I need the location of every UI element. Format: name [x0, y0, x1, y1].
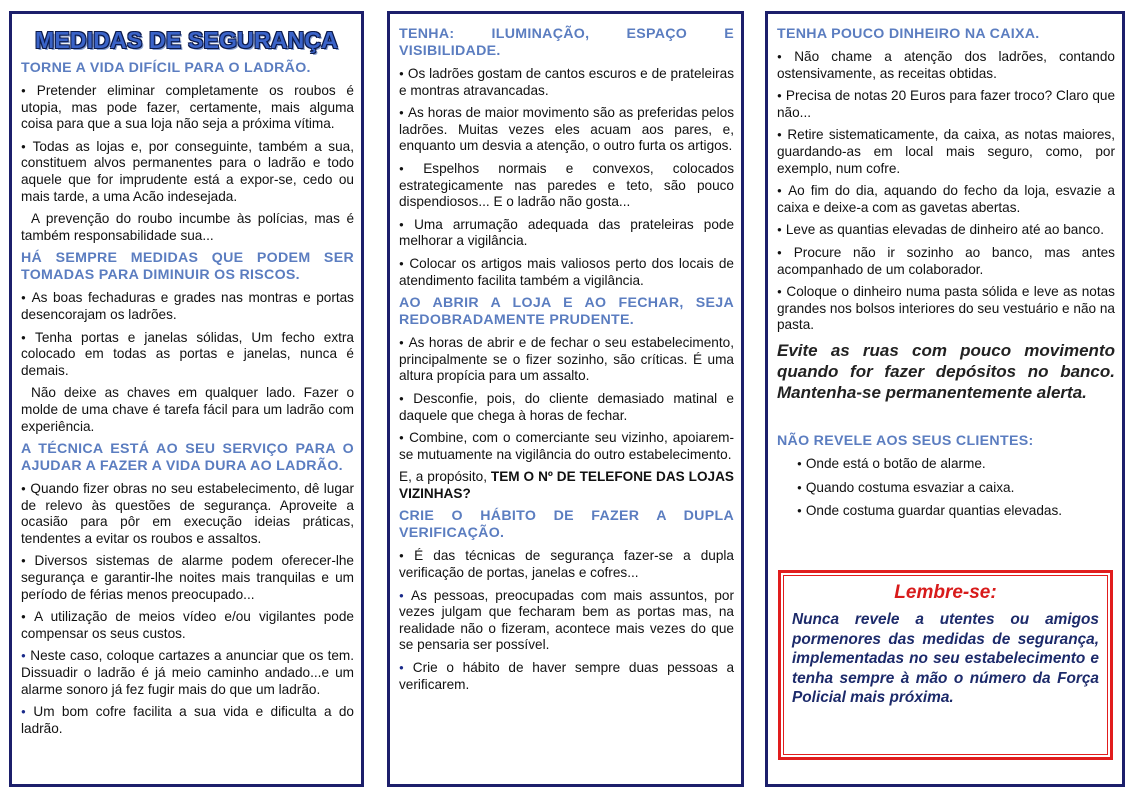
bullet-paragraph: ● Desconfie, pois, do cliente demasiado matinal e daquele que chega à horas de fechar. [399, 391, 734, 424]
bullet-paragraph: ● Pretender eliminar completamente os roubos é utopia, mas pode fazer, certamente, mais alguma coisa para que a sua loja não seja a próxima vítima. [21, 83, 354, 133]
paragraph [399, 469, 734, 502]
remember-text: Nunca revele a utentes ou amigos pormenores das medidas de segurança, implementadas no seu estabelecimento e tenha sempre à mão o número da Força Policial mais próxima. [792, 611, 1099, 707]
section-heading: NÃO REVELE AOS SEUS CLIENTES: [777, 432, 1034, 449]
bullet-paragraph: ● Leve as quantias elevadas de dinheiro até ao banco. [777, 222, 1115, 239]
bullet-paragraph: ● As boas fechaduras e grades nas montras e portas desencorajam os ladrões. [21, 290, 354, 323]
paragraph: A prevenção do roubo incumbe às polícias, mas é também responsabilidade sua... [21, 211, 354, 243]
bullet-paragraph: ● Crie o hábito de haver sempre duas pessoas a verificarem. [399, 660, 734, 693]
remember-box-inner [783, 575, 1108, 755]
bullet-paragraph: ● Os ladrões gostam de cantos escuros e de prateleiras e montras atravancadas. [399, 66, 734, 99]
bullet-paragraph: ● Todas as lojas e, por conseguinte, também a sua, constituem alvos permanentes para o ladrão e todo aquele que for imprudente está a expor-se, cedo ou mais tarde, a uma Acão indesejada. [21, 139, 354, 205]
bullet-paragraph: ● As horas de abrir e de fechar o seu estabelecimento, principalmente se o fizer sozinho, são críticas. É uma altura propícia para um assalto. [399, 335, 734, 385]
bullet-paragraph: ● Diversos sistemas de alarme podem oferecer-lhe segurança e garantir-lhe noites mais tranquilas e um período de férias menos preocupado... [21, 553, 354, 603]
bullet-paragraph: ● Um bom cofre facilita a sua vida e dificulta a do ladrão. [21, 704, 354, 737]
section-heading: TENHA POUCO DINHEIRO NA CAIXA. [777, 26, 1040, 42]
bullet-paragraph: ● Combine, com o comerciante seu vizinho, apoiarem-se mutuamente na vigilância do outro estabelecimento. [399, 430, 734, 463]
section-heading: TORNE A VIDA DIFÍCIL PARA O LADRÃO. [21, 60, 311, 76]
phone-question-bold: TEM O Nº DE TELEFONE DAS LOJAS VIZINHAS? [399, 469, 734, 501]
bullet-paragraph: ● Coloque o dinheiro numa pasta sólida e leve as notas grandes nos bolsos interiores do seu vestuário e não na pasta. [777, 284, 1115, 334]
list-item: ● Quando costuma esvaziar a caixa. [777, 480, 1115, 497]
bullet-paragraph: ● As horas de maior movimento são as preferidas pelos ladrões. Muitas vezes eles acuam aos pares, e, enquanto um desvia a atenção, o outro furta os artigos. [399, 105, 734, 155]
section-heading: AO ABRIR A LOJA E AO FECHAR, SEJA REDOBRADAMENTE PRUDENTE. [399, 295, 734, 329]
dont-reveal-list [777, 456, 1115, 520]
banner-title: MEDIDAS DE SEGURANÇA [35, 27, 339, 53]
bullet-paragraph: ● Espelhos normais e convexos, colocados estrategicamente nas paredes e teto, são pouco dispendiosos... E o ladrão não gosta... [399, 161, 734, 211]
panel-middle [387, 11, 744, 787]
bullet-paragraph: ● Ao fim do dia, aquando do fecho da loja, esvazie a caixa e deixe-a com as gavetas abertas. [777, 183, 1115, 216]
panel-left [9, 11, 364, 787]
list-item: ● Onde está o botão de alarme. [777, 456, 1115, 473]
section-heading: CRIE O HÁBITO DE FAZER A DUPLA VERIFICAÇÃO. [399, 508, 734, 542]
list-item: ● Onde costuma guardar quantias elevadas. [777, 503, 1115, 520]
remember-box [778, 570, 1113, 760]
panel-right [765, 11, 1125, 787]
emphasis-warning: Evite as ruas com pouco movimento quando for fazer depósitos no banco. Mantenha-se permanentemente alerta. [777, 340, 1115, 402]
phone-question-prefix: E, a propósito, [399, 469, 491, 485]
bullet-paragraph: ● A utilização de meios vídeo e/ou vigilantes pode compensar os seus custos. [21, 609, 354, 642]
section-heading: HÁ SEMPRE MEDIDAS QUE PODEM SER TOMADAS PARA DIMINUIR OS RISCOS. [21, 250, 354, 284]
bullet-paragraph: ● Procure não ir sozinho ao banco, mas antes acompanhado de um colaborador. [777, 245, 1115, 278]
bullet-paragraph: ● Retire sistematicamente, da caixa, as notas maiores, guardando-as em local mais seguro, como, por exemplo, num cofre. [777, 127, 1115, 177]
bullet-paragraph: ● As pessoas, preocupadas com mais assuntos, por vezes julgam que fecharam bem as portas mas, na realidade não o fizeram, acontece mais vezes do que se pensaria ser possível. [399, 588, 734, 654]
paragraph: Não deixe as chaves em qualquer lado. Fazer o molde de uma chave é tarefa fácil para um ladrão com experiência. [21, 385, 354, 434]
section-heading: A TÉCNICA ESTÁ AO SEU SERVIÇO PARA O AJUDAR A FAZER A VIDA DURA AO LADRÃO. [21, 441, 354, 475]
bullet-paragraph: ● Quando fizer obras no seu estabelecimento, dê lugar de relevo às questões de segurança. Aproveite a ocasião para pôr em execução ideias práticas, tendentes a evitar os roubos e assaltos. [21, 481, 354, 547]
bullet-paragraph: ● Não chame a atenção dos ladrões, contando ostensivamente, as receitas obtidas. [777, 49, 1115, 82]
bullet-paragraph: ● É das técnicas de segurança fazer-se a dupla verificação de portas, janelas e cofres... [399, 548, 734, 581]
bullet-paragraph: ● Colocar os artigos mais valiosos perto dos locais de atendimento facilita também a vigilância. [399, 256, 734, 289]
bullet-paragraph: ● Precisa de notas 20 Euros para fazer troco? Claro que não... [777, 88, 1115, 121]
remember-title: Lembre-se: [894, 582, 997, 603]
bullet-paragraph: ● Tenha portas e janelas sólidas, Um fecho extra colocado em todas as portas e janelas, nunca é demais. [21, 330, 354, 380]
bullet-paragraph: ● Neste caso, coloque cartazes a anunciar que os tem. Dissuadir o ladrão é já meio caminho andado...e um alarme sonoro já fez fugir mais do que um ladrão. [21, 648, 354, 698]
bullet-paragraph: ● Uma arrumação adequada das prateleiras pode melhorar a vigilância. [399, 217, 734, 250]
section-heading: TENHA: ILUMINAÇÃO, ESPAÇO E VISIBILIDADE. [399, 26, 734, 59]
